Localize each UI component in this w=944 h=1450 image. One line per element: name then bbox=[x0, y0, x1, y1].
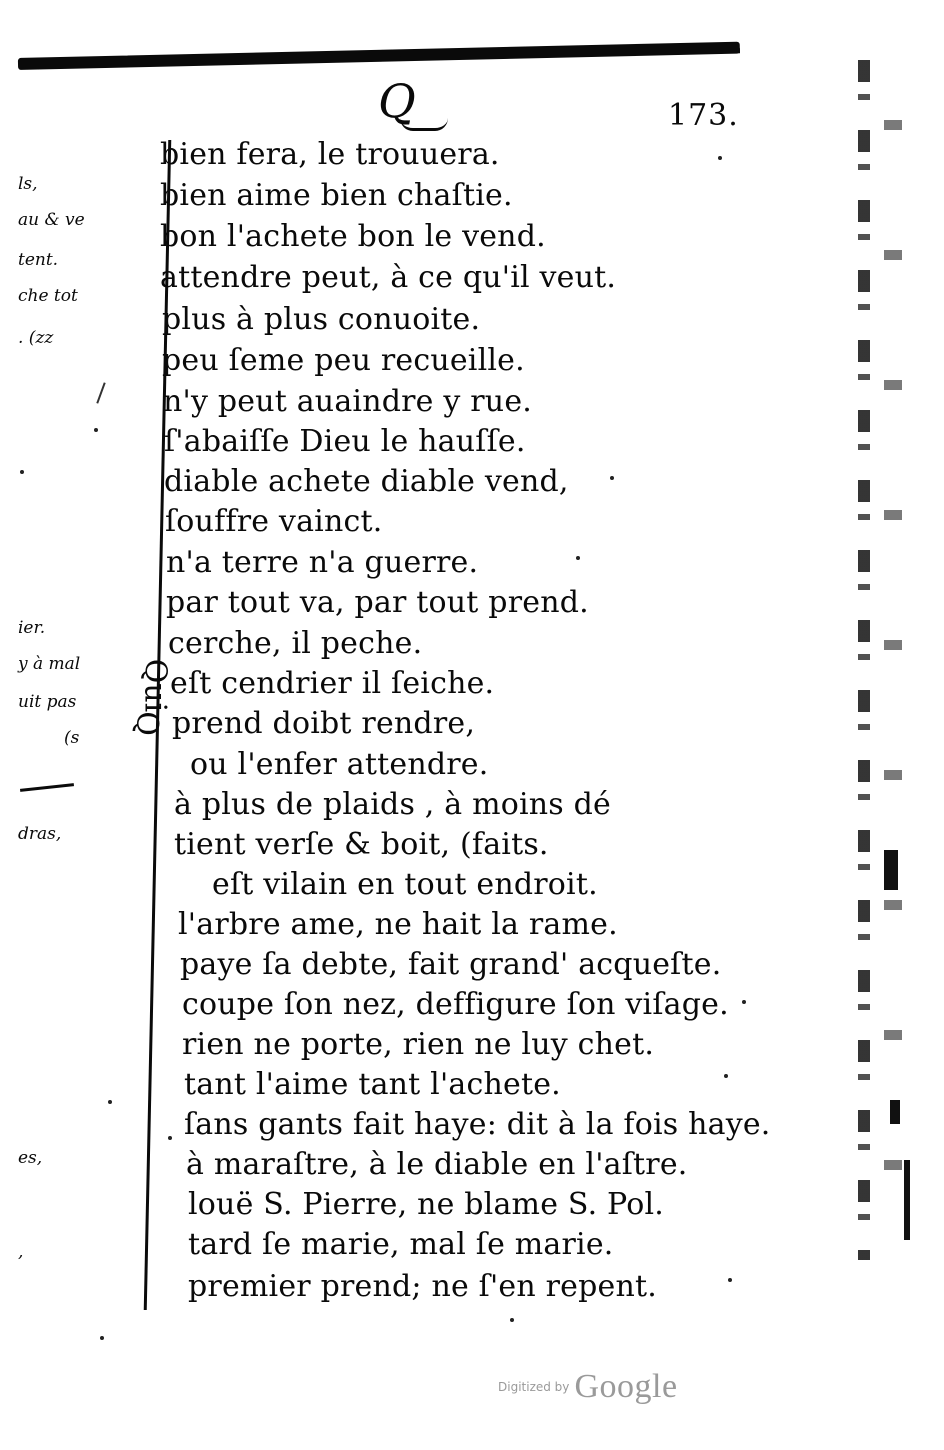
digitized-watermark bbox=[498, 1368, 678, 1406]
speck bbox=[20, 470, 24, 474]
top-rule bbox=[18, 42, 740, 70]
text-line: coupe ſon nez, deffigure ſon viſage. bbox=[182, 987, 729, 1022]
text-line: bon l'achete bon le vend. bbox=[160, 219, 546, 254]
text-line: bien aime bien chaſtie. bbox=[160, 178, 513, 213]
speck bbox=[610, 476, 614, 480]
text-line: prend doibt rendre, bbox=[172, 706, 476, 741]
text-line: premier prend; ne ſ'en repent. bbox=[188, 1269, 657, 1304]
text-line: n'y peut auaindre y rue. bbox=[163, 384, 533, 419]
text-line: n'a terre n'a guerre. bbox=[166, 545, 479, 580]
margin-fragment: ls, bbox=[18, 174, 38, 194]
margin-fragment: (s bbox=[64, 728, 80, 748]
text-line: ou l'enfer attendre. bbox=[190, 747, 489, 782]
margin-fragment: uit pas bbox=[18, 692, 77, 712]
text-line: à plus de plaids , à moins dé bbox=[174, 787, 611, 822]
side-catchword: Q bbox=[128, 711, 164, 736]
text-line: eſt cendrier il ſeiche. bbox=[170, 666, 495, 701]
running-head-swash bbox=[400, 118, 448, 131]
text-line: ſouffre vainct. bbox=[165, 504, 383, 539]
margin-fragment: tent. bbox=[18, 250, 59, 270]
speck-stroke bbox=[96, 382, 105, 403]
speck bbox=[728, 1278, 732, 1282]
text-line: ſ'abaiſſe Dieu le hauſſe. bbox=[164, 424, 526, 459]
speck bbox=[742, 1000, 746, 1004]
speck bbox=[510, 1318, 514, 1322]
google-logo: Google bbox=[574, 1368, 678, 1405]
speck bbox=[108, 1100, 112, 1104]
speck bbox=[168, 1136, 172, 1140]
watermark-prefix: Digitized by bbox=[498, 1380, 570, 1394]
page-number: 173. bbox=[668, 98, 739, 133]
margin-fragment: , bbox=[18, 1242, 24, 1262]
text-line: plus à plus conuoite. bbox=[162, 302, 481, 337]
text-line: par tout va, par tout prend. bbox=[166, 585, 589, 620]
text-line: peu ſeme peu recueille. bbox=[162, 343, 525, 378]
margin-fragment: y à mal bbox=[18, 654, 81, 674]
page-edge-far-right bbox=[884, 60, 902, 1260]
speck bbox=[100, 1336, 104, 1340]
text-line: ſans gants fait haye: dit à la fois haye. bbox=[184, 1107, 771, 1142]
page-edge-right bbox=[858, 60, 870, 1260]
edge-mark bbox=[904, 1160, 910, 1240]
text-line: attendre peut, à ce qu'il veut. bbox=[160, 260, 617, 295]
text-line: tient verſe & boit, (faits. bbox=[174, 827, 549, 862]
speck bbox=[94, 428, 98, 432]
margin-fragment: dras, bbox=[18, 824, 62, 844]
edge-mark bbox=[890, 1100, 900, 1124]
text-line: louë S. Pierre, ne blame S. Pol. bbox=[188, 1187, 665, 1222]
margin-dash bbox=[20, 783, 74, 792]
text-line: tant l'aime tant l'achete. bbox=[184, 1067, 561, 1102]
text-line: bien fera, le trouuera. bbox=[160, 137, 500, 172]
margin-fragment: es, bbox=[18, 1148, 43, 1168]
text-line: diable achete diable vend, bbox=[164, 464, 569, 499]
text-line: tard ſe marie, mal ſe marie. bbox=[188, 1227, 614, 1262]
margin-fragment: au & ve bbox=[18, 210, 85, 230]
margin-fragment: . (zz bbox=[18, 328, 54, 348]
text-line: eſt vilain en tout endroit. bbox=[212, 867, 598, 902]
speck bbox=[718, 156, 722, 160]
speck bbox=[724, 1074, 728, 1078]
text-line: paye ſa debte, fait grand' acqueſte. bbox=[180, 947, 722, 982]
margin-fragment: ier. bbox=[18, 618, 46, 638]
edge-mark bbox=[884, 850, 898, 890]
margin-fragment: che tot bbox=[18, 286, 78, 306]
side-catchword: Qui bbox=[137, 658, 173, 713]
text-line: cerche, il peche. bbox=[168, 626, 423, 661]
text-line: à maraſtre, à le diable en l'aſtre. bbox=[186, 1147, 688, 1182]
text-line: rien ne porte, rien ne luy chet. bbox=[182, 1027, 655, 1062]
running-head-letter: Q bbox=[378, 74, 416, 128]
speck bbox=[576, 556, 580, 560]
text-line: l'arbre ame, ne hait la rame. bbox=[178, 907, 618, 942]
